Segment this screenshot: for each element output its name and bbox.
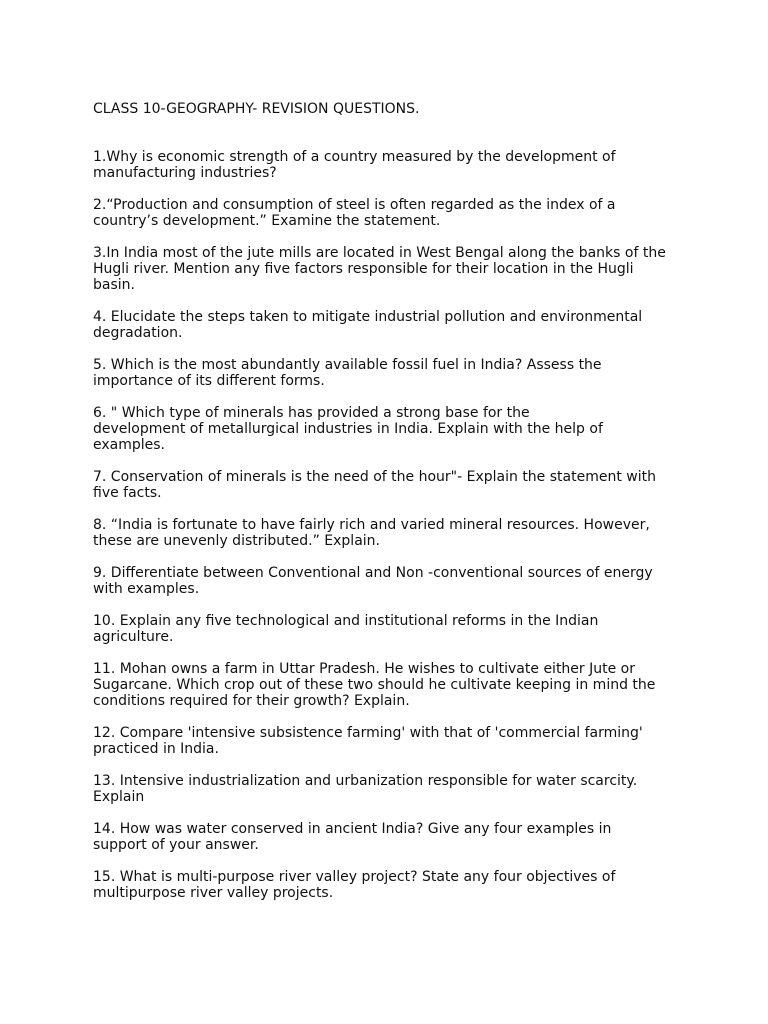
question-12: 12. Compare 'intensive subsistence farming' with that of 'commercial farming' practiced in India. — [93, 725, 643, 757]
question-6: 6. " Which type of minerals has provided a strong base for the development of metallurgical industries in India. Explain with the help of examples. — [93, 405, 603, 453]
question-4: 4. Elucidate the steps taken to mitigate industrial pollution and environmental degradation. — [93, 309, 643, 341]
question-3: 3.In India most of the jute mills are located in West Bengal along the banks of the Hugli river. Mention any five factors responsible for their location in the Hugli basin. — [93, 245, 666, 293]
question-11: 11. Mohan owns a farm in Uttar Pradesh. He wishes to cultivate either Jute or Sugarcane. Which crop out of these two should he cultivate keeping in mind the conditions required for their growth? Explain. — [93, 661, 656, 709]
question-2: 2.“Production and consumption of steel is often regarded as the index of a country’s development.” Examine the statement. — [93, 197, 616, 229]
question-14: 14. How was water conserved in ancient India? Give any four examples in support of your answer. — [93, 821, 612, 853]
document-page — [93, 101, 693, 917]
question-5: 5. Which is the most abundantly available fossil fuel in India? Assess the importance of its different forms. — [93, 357, 602, 389]
question-15: 15. What is multi-purpose river valley project? State any four objectives of multipurpose river valley projects. — [93, 869, 616, 901]
question-9: 9. Differentiate between Conventional and Non -conventional sources of energy with examples. — [93, 565, 653, 597]
document-title: CLASS 10-GEOGRAPHY- REVISION QUESTIONS. — [93, 101, 420, 117]
question-8: 8. “India is fortunate to have fairly rich and varied mineral resources. However, these are unevenly distributed.” Explain. — [93, 517, 650, 549]
question-7: 7. Conservation of minerals is the need of the hour"- Explain the statement with five facts. — [93, 469, 656, 501]
question-1: 1.Why is economic strength of a country measured by the development of manufacturing industries? — [93, 149, 616, 181]
question-10: 10. Explain any five technological and institutional reforms in the Indian agriculture. — [93, 613, 599, 645]
question-13: 13. Intensive industrialization and urbanization responsible for water scarcity. Explain — [93, 773, 638, 805]
